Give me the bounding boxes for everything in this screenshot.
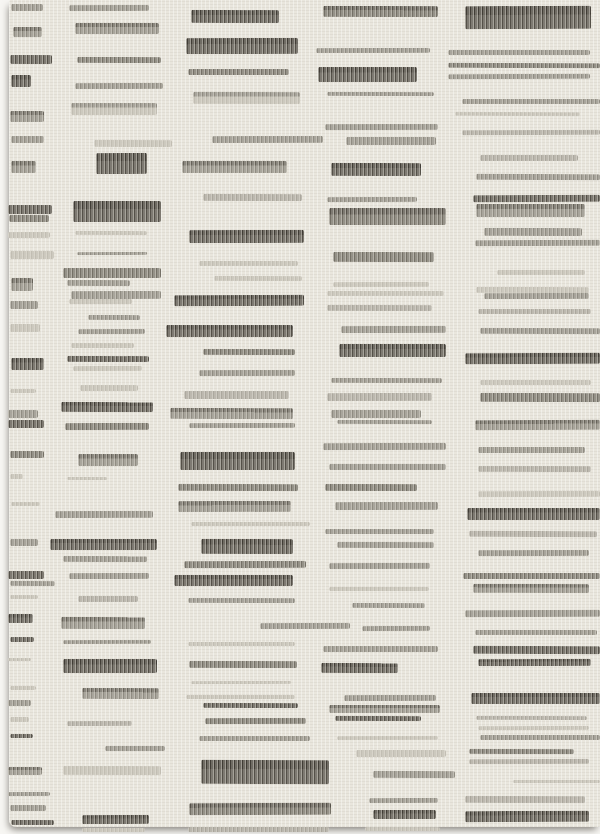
rug-stripe (8, 792, 50, 796)
rug-stripe (480, 393, 600, 402)
rug-stripe (11, 358, 44, 370)
rug-stripe (8, 767, 42, 775)
rug-stripe (327, 291, 444, 296)
rug-stripe (73, 201, 161, 222)
rug-stripe (327, 393, 432, 401)
rug-stripe (69, 299, 132, 304)
rug-stripe (184, 391, 289, 399)
rug-stripe (205, 718, 306, 724)
rug-stripe (323, 646, 438, 652)
rug-stripe (337, 736, 438, 740)
rug-stripe (478, 466, 591, 472)
rug-stripe (513, 780, 600, 783)
rug-stripe (78, 329, 145, 334)
rug-stripe (50, 539, 157, 550)
rug-stripe (465, 353, 600, 364)
rug-stripe (465, 811, 589, 822)
rug-stripe (71, 103, 157, 115)
rug-stripe (186, 695, 295, 699)
rug-stripe (199, 261, 298, 266)
rug-stripe (94, 140, 172, 147)
rug-stripe (344, 695, 436, 701)
rug-stripe (191, 522, 310, 526)
rug-stripe (188, 69, 289, 75)
rug-stripe (478, 491, 600, 497)
rug-stripe (465, 610, 600, 617)
rug-stripe (69, 573, 149, 579)
rug-stripe (11, 161, 36, 173)
rug-stripe (10, 324, 40, 332)
rug-stripe (455, 112, 580, 116)
rug-stripe (63, 268, 161, 278)
rug-stripe (10, 734, 33, 738)
rug-stripe (260, 623, 350, 629)
rug-stripe (329, 208, 446, 225)
rug-stripe (369, 798, 438, 803)
rug-stripe (478, 550, 589, 556)
rug-stripe (339, 344, 446, 357)
rug-stripe (11, 278, 33, 291)
rug-stripe (189, 661, 297, 668)
rug-stripe (325, 484, 417, 491)
rug-stripe (337, 542, 434, 548)
rug-stripe (178, 484, 298, 491)
rug-stripe (8, 232, 50, 238)
rug-stripe (327, 92, 434, 96)
rug-stripe (8, 700, 31, 706)
rug-stripe (462, 130, 600, 135)
rug-stripe (331, 410, 421, 418)
rug-stripe (484, 228, 582, 236)
rug-stripe (475, 630, 597, 635)
rug-stripe (188, 827, 329, 832)
rug-stripe (323, 443, 446, 450)
rug-stripe (484, 293, 589, 299)
rug-stripe (10, 389, 36, 393)
rug-stripe (11, 4, 43, 11)
rug-stripe (469, 749, 574, 754)
rug-stripe (333, 252, 434, 262)
rug-stripe (10, 111, 44, 122)
rug-stripe (63, 640, 151, 644)
rug-stripe (329, 587, 429, 591)
rug-stripe (476, 174, 600, 180)
rug-stripe (193, 92, 300, 104)
rug-stripe (199, 370, 295, 376)
rug-stripe (469, 531, 597, 537)
rug-stripe (82, 828, 145, 832)
rug-stripe (448, 63, 600, 68)
rug-stripe (73, 366, 142, 371)
rug-stripe (333, 282, 429, 287)
rug-stripe (63, 556, 147, 562)
rug-stripe (214, 276, 302, 281)
rug-stripe (10, 474, 23, 479)
rug-stripe (201, 539, 293, 554)
rug-stripe (203, 194, 302, 201)
rug-stripe (467, 508, 600, 520)
rug-stripe (10, 637, 34, 642)
rug-stripe (480, 735, 600, 740)
rug-stripe (318, 67, 417, 82)
rug-stripe (478, 659, 591, 666)
rug-stripe (329, 705, 440, 713)
rug-stripe (362, 626, 430, 631)
rug-stripe (478, 309, 591, 314)
rug-stripe (180, 452, 295, 470)
rug-stripe (316, 48, 430, 53)
rug-stripe (203, 349, 295, 355)
rug-stripe (9, 215, 49, 222)
rug-stripe (178, 501, 291, 512)
rug-stripe (88, 315, 140, 320)
rug-stripe (188, 642, 295, 646)
rug-stripe (10, 55, 52, 64)
rug-stripe (480, 328, 600, 334)
rug-stripe (96, 153, 147, 174)
rug-stripe (321, 663, 398, 673)
rug-stripe (63, 766, 161, 775)
rug-stripe (448, 50, 590, 55)
rug-stripe (480, 380, 591, 385)
rug-stripe (475, 420, 600, 430)
rug-stripe (186, 38, 298, 54)
rug-stripe (55, 511, 153, 518)
rug-stripe (476, 204, 585, 217)
rug-stripe (61, 617, 145, 629)
rug-stripe (170, 408, 293, 419)
rug-stripe (10, 686, 36, 690)
rug-stripe (10, 301, 38, 309)
rug-stripe (189, 423, 295, 428)
rug-stripe (61, 402, 153, 412)
rug-stripe (8, 410, 38, 418)
rug-stripe (212, 136, 323, 143)
rug-stripe (346, 137, 436, 145)
rug-stripe (10, 581, 55, 586)
rug-stripe (71, 343, 134, 348)
rug-stripe (475, 240, 600, 246)
rug-stripe (473, 195, 600, 202)
rug-stripe (11, 136, 44, 143)
rug-stripe (174, 295, 304, 306)
rug-stripe (465, 796, 585, 803)
rug-stripe (77, 252, 147, 255)
rug-stripe (10, 451, 44, 458)
rug-stripe (10, 595, 38, 599)
rug-stripe (67, 477, 107, 480)
rug-stripe (174, 575, 293, 586)
rug-stripe (191, 681, 291, 684)
rug-stripe (184, 561, 306, 568)
rug-stripe (463, 573, 600, 579)
rug-stripe (77, 57, 161, 63)
rug-stripe (327, 197, 417, 202)
rug-stripe (75, 23, 159, 34)
rug-stripe (75, 231, 147, 235)
rug-stripe (82, 688, 159, 699)
rug-stripe (462, 99, 600, 104)
rug-stripe (188, 598, 295, 603)
rug-stripe (329, 464, 446, 470)
rug-stripe (341, 326, 446, 333)
rug-stripe (325, 124, 438, 130)
rug-stripe (82, 815, 149, 824)
rug-stripe (8, 420, 44, 428)
rug-stripe (331, 378, 442, 383)
rug-stripe (80, 385, 138, 391)
rug-stripe (478, 447, 585, 453)
rug-stripe (335, 502, 438, 510)
rug-stripe (329, 563, 430, 569)
rug-stripe (201, 760, 329, 784)
rug-stripe (356, 750, 446, 757)
rug-stripe (476, 716, 587, 720)
rug-stripe (166, 325, 293, 337)
rug-image (9, 0, 600, 827)
rug-stripe (63, 659, 157, 673)
rug-stripe (189, 230, 304, 243)
rug-stripe (8, 658, 31, 661)
rug-stripe (191, 10, 279, 23)
rug-stripe (473, 646, 600, 654)
rug-stripe (331, 163, 421, 176)
rug-stripe (497, 270, 585, 275)
rug-stripe (8, 614, 33, 623)
rug-stripe (10, 717, 29, 722)
rug-stripe (69, 5, 149, 11)
rug-stripe (473, 584, 589, 593)
rug-stripe (11, 75, 31, 87)
rug-stripe (11, 502, 40, 506)
rug-stripe (8, 571, 44, 579)
rug-stripe (373, 810, 436, 819)
rug-stripe (10, 539, 38, 546)
rug-stripe (75, 83, 163, 89)
rug-stripe (365, 827, 440, 831)
rug-stripe (373, 771, 455, 778)
rug-stripe (10, 251, 54, 259)
rug-stripe (203, 703, 298, 708)
rug-stripe (323, 6, 438, 17)
rug-stripe (8, 205, 52, 214)
rug-stripe (465, 6, 591, 29)
rug-stripe (67, 721, 132, 726)
rug-stripe (78, 454, 138, 466)
rug-stripe (327, 305, 432, 311)
rug-stripe (105, 746, 165, 751)
rug-stripe (448, 74, 590, 79)
rug-stripe (78, 596, 138, 602)
rug-stripe (182, 161, 287, 173)
rug-stripe (335, 716, 421, 721)
rug-stripe (67, 356, 149, 362)
rug-stripe (199, 736, 310, 741)
rug-stripe (71, 291, 161, 299)
rug-stripe (10, 805, 46, 811)
rug-stripe (352, 603, 425, 608)
rug-stripe (469, 759, 589, 764)
rug-stripe (65, 423, 149, 430)
rug-stripe (13, 27, 42, 37)
rug-stripe (325, 529, 434, 534)
rug-stripe (189, 803, 331, 815)
rug-stripe (478, 726, 589, 730)
rug-stripe (480, 155, 578, 161)
rug-stripe (11, 820, 54, 825)
rug-stripe (67, 280, 130, 286)
rug-stripe (337, 420, 432, 424)
rug-stripe (471, 693, 600, 704)
